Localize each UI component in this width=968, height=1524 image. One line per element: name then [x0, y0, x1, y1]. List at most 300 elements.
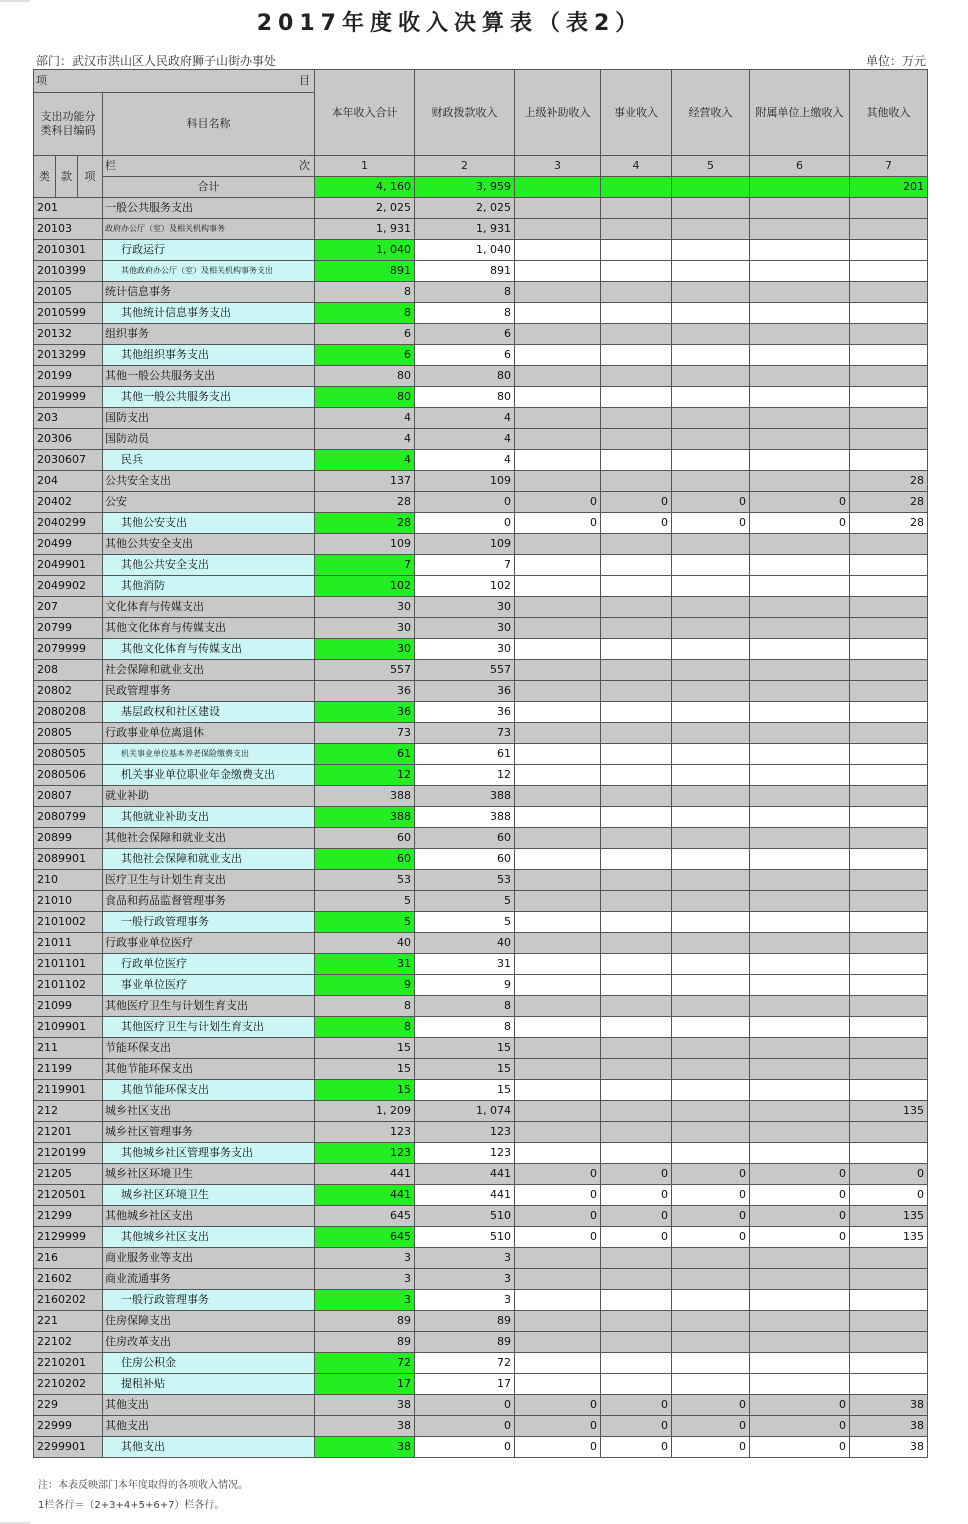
row-value-col5	[672, 240, 750, 261]
table-row	[34, 597, 928, 618]
row-value-col5	[672, 450, 750, 471]
row-value-col6	[750, 828, 850, 849]
row-value-col5	[672, 1332, 750, 1353]
row-value-col5: 0	[672, 1437, 750, 1458]
row-value-col3	[515, 912, 601, 933]
table-row	[34, 618, 928, 639]
row-value-col7	[850, 807, 928, 828]
row-value-col1: 4	[315, 429, 415, 450]
row-subject-name: 公安	[103, 492, 315, 513]
row-value-col2: 12	[415, 765, 515, 786]
row-value-col4	[601, 1374, 672, 1395]
row-code: 20199	[34, 366, 103, 387]
row-value-col6	[750, 1059, 850, 1080]
row-value-col6	[750, 282, 850, 303]
row-value-col7	[850, 1080, 928, 1101]
col-number-4: 4	[601, 156, 672, 177]
row-value-col6: 0	[750, 1164, 850, 1185]
table-row	[34, 996, 928, 1017]
row-value-col5	[672, 1017, 750, 1038]
row-value-col7	[850, 387, 928, 408]
row-value-col5	[672, 555, 750, 576]
row-subject-name: 商业流通事务	[103, 1269, 315, 1290]
row-value-col2: 60	[415, 849, 515, 870]
table-row	[34, 345, 928, 366]
col-number-5: 5	[672, 156, 750, 177]
table-row	[34, 1059, 928, 1080]
row-code: 2089901	[34, 849, 103, 870]
row-value-col1: 7	[315, 555, 415, 576]
row-value-col2: 109	[415, 534, 515, 555]
row-value-col4	[601, 1038, 672, 1059]
row-value-col5	[672, 1038, 750, 1059]
table-row	[34, 849, 928, 870]
row-code: 2101101	[34, 954, 103, 975]
row-code: 212	[34, 1101, 103, 1122]
row-value-col4	[601, 618, 672, 639]
row-subject-name: 食品和药品监督管理事务	[103, 891, 315, 912]
row-code: 2120199	[34, 1143, 103, 1164]
row-value-col6	[750, 345, 850, 366]
row-value-col4	[601, 681, 672, 702]
header-subject-name: 科目名称	[103, 93, 315, 156]
row-value-col1: 441	[315, 1185, 415, 1206]
row-value-col5	[672, 1080, 750, 1101]
row-value-col5: 0	[672, 1416, 750, 1437]
row-value-col6	[750, 1038, 850, 1059]
table-row	[34, 1353, 928, 1374]
row-value-col1: 60	[315, 849, 415, 870]
row-value-col4	[601, 1269, 672, 1290]
row-value-col4: 0	[601, 1416, 672, 1437]
row-value-col4: 0	[601, 513, 672, 534]
row-code: 2119901	[34, 1080, 103, 1101]
row-value-col5	[672, 996, 750, 1017]
col-header-7: 其他收入	[850, 70, 928, 156]
row-value-col4	[601, 639, 672, 660]
row-value-col5	[672, 597, 750, 618]
row-code: 2019999	[34, 387, 103, 408]
row-value-col5	[672, 345, 750, 366]
row-value-col6	[750, 1122, 850, 1143]
row-value-col6	[750, 1374, 850, 1395]
row-value-col5: 0	[672, 492, 750, 513]
row-value-col6	[750, 891, 850, 912]
row-value-col2: 510	[415, 1227, 515, 1248]
row-value-col2: 1, 040	[415, 240, 515, 261]
row-value-col7	[850, 660, 928, 681]
row-value-col7	[850, 429, 928, 450]
row-value-col4	[601, 597, 672, 618]
row-subject-name: 基层政权和社区建设	[103, 702, 315, 723]
row-subject-name: 一般公共服务支出	[103, 198, 315, 219]
row-value-col4	[601, 849, 672, 870]
row-value-col1: 60	[315, 828, 415, 849]
row-subject-name: 其他支出	[103, 1437, 315, 1458]
row-value-col2: 109	[415, 471, 515, 492]
row-value-col3	[515, 723, 601, 744]
table-row	[34, 1080, 928, 1101]
row-value-col4	[601, 450, 672, 471]
row-code: 211	[34, 1038, 103, 1059]
row-value-col7	[850, 534, 928, 555]
row-value-col5: 0	[672, 1206, 750, 1227]
row-code: 20805	[34, 723, 103, 744]
row-value-col4: 0	[601, 1227, 672, 1248]
row-value-col4	[601, 807, 672, 828]
row-value-col4	[601, 723, 672, 744]
row-code: 20802	[34, 681, 103, 702]
row-value-col2: 17	[415, 1374, 515, 1395]
row-value-col6: 0	[750, 1437, 850, 1458]
row-value-col3	[515, 198, 601, 219]
col-header-6: 附属单位上缴收入	[750, 70, 850, 156]
row-value-col3	[515, 576, 601, 597]
row-value-col7: 28	[850, 471, 928, 492]
row-value-col2: 9	[415, 975, 515, 996]
row-subject-name: 社会保障和就业支出	[103, 660, 315, 681]
table-row	[34, 702, 928, 723]
table-row	[34, 1164, 928, 1185]
row-value-col2: 60	[415, 828, 515, 849]
row-value-col7	[850, 1059, 928, 1080]
row-value-col2: 15	[415, 1038, 515, 1059]
table-row	[34, 1122, 928, 1143]
row-value-col6	[750, 744, 850, 765]
row-value-col2: 1, 931	[415, 219, 515, 240]
row-value-col2: 123	[415, 1122, 515, 1143]
row-value-col1: 645	[315, 1227, 415, 1248]
row-value-col1: 72	[315, 1353, 415, 1374]
row-value-col6	[750, 639, 850, 660]
row-code: 2080799	[34, 807, 103, 828]
row-value-col2: 102	[415, 576, 515, 597]
row-value-col4	[601, 324, 672, 345]
row-value-col4	[601, 387, 672, 408]
row-value-col2: 89	[415, 1311, 515, 1332]
row-subject-name: 住房保障支出	[103, 1311, 315, 1332]
row-subject-name: 其他支出	[103, 1416, 315, 1437]
row-code: 21299	[34, 1206, 103, 1227]
row-value-col4: 0	[601, 1185, 672, 1206]
row-value-col6: 0	[750, 1416, 850, 1437]
table-row	[34, 660, 928, 681]
header-lan-ci	[103, 156, 315, 177]
row-value-col4	[601, 1143, 672, 1164]
row-code: 22102	[34, 1332, 103, 1353]
header-ci: 次	[299, 159, 310, 172]
table-row	[34, 1437, 928, 1458]
row-value-col3: 0	[515, 1227, 601, 1248]
col-number-1: 1	[315, 156, 415, 177]
row-value-col7	[850, 1290, 928, 1311]
row-value-col1: 102	[315, 576, 415, 597]
row-code: 2030607	[34, 450, 103, 471]
row-value-col6	[750, 681, 850, 702]
row-value-col1: 31	[315, 954, 415, 975]
row-value-col7	[850, 219, 928, 240]
row-subject-name: 城乡社区环境卫生	[103, 1164, 315, 1185]
row-value-col3	[515, 597, 601, 618]
row-value-col4: 0	[601, 1164, 672, 1185]
row-code: 2080208	[34, 702, 103, 723]
row-value-col4	[601, 240, 672, 261]
row-code: 2049901	[34, 555, 103, 576]
row-value-col3: 0	[515, 1164, 601, 1185]
row-value-col6	[750, 660, 850, 681]
row-subject-name: 其他文化体育与传媒支出	[103, 618, 315, 639]
row-value-col2: 8	[415, 282, 515, 303]
row-value-col1: 73	[315, 723, 415, 744]
row-value-col3	[515, 1038, 601, 1059]
table-row	[34, 723, 928, 744]
row-code: 201	[34, 198, 103, 219]
row-code: 2129999	[34, 1227, 103, 1248]
table-row	[34, 303, 928, 324]
header-xiang-level: 项	[78, 156, 103, 198]
row-value-col5	[672, 618, 750, 639]
table-row	[34, 1395, 928, 1416]
row-value-col3	[515, 1059, 601, 1080]
row-value-col7	[850, 198, 928, 219]
row-subject-name: 行政运行	[103, 240, 315, 261]
table-row	[34, 681, 928, 702]
row-subject-name: 其他医疗卫生与计划生育支出	[103, 1017, 315, 1038]
row-value-col3	[515, 282, 601, 303]
row-value-col1: 30	[315, 618, 415, 639]
row-value-col5	[672, 828, 750, 849]
row-value-col7: 135	[850, 1101, 928, 1122]
note-line-1: 注：本表反映部门本年度取得的各项收入情况。	[38, 1480, 248, 1491]
row-value-col6	[750, 1311, 850, 1332]
row-value-col6	[750, 975, 850, 996]
row-value-col6: 0	[750, 1395, 850, 1416]
row-value-col3	[515, 555, 601, 576]
row-value-col7	[850, 744, 928, 765]
row-value-col3: 0	[515, 1395, 601, 1416]
row-value-col1: 6	[315, 324, 415, 345]
row-value-col7	[850, 282, 928, 303]
row-value-col6	[750, 534, 850, 555]
row-value-col1: 388	[315, 807, 415, 828]
row-code: 2101102	[34, 975, 103, 996]
row-value-col1: 2, 025	[315, 198, 415, 219]
row-value-col7	[850, 765, 928, 786]
note-line-2: 1栏各行＝（2+3+4+5+6+7）栏各行。	[38, 1500, 225, 1511]
row-value-col3	[515, 933, 601, 954]
row-value-col5	[672, 870, 750, 891]
row-value-col3	[515, 219, 601, 240]
row-value-col6	[750, 219, 850, 240]
row-value-col4	[601, 345, 672, 366]
row-value-col3	[515, 828, 601, 849]
row-value-col3	[515, 891, 601, 912]
table-row	[34, 891, 928, 912]
row-value-col2: 5	[415, 891, 515, 912]
row-subject-name: 城乡社区支出	[103, 1101, 315, 1122]
row-value-col3	[515, 1353, 601, 1374]
row-value-col2: 0	[415, 492, 515, 513]
table-row	[34, 870, 928, 891]
row-value-col6	[750, 408, 850, 429]
col-number-6: 6	[750, 156, 850, 177]
row-value-col6	[750, 387, 850, 408]
row-value-col7	[850, 408, 928, 429]
row-code: 2080506	[34, 765, 103, 786]
row-value-col7	[850, 870, 928, 891]
row-value-col7	[850, 576, 928, 597]
row-value-col2: 6	[415, 324, 515, 345]
row-value-col2: 0	[415, 513, 515, 534]
row-value-col1: 1, 931	[315, 219, 415, 240]
row-value-col2: 2, 025	[415, 198, 515, 219]
total-row	[34, 177, 928, 198]
row-value-col3	[515, 324, 601, 345]
row-value-col6	[750, 765, 850, 786]
row-value-col2: 30	[415, 639, 515, 660]
row-value-col4	[601, 1017, 672, 1038]
row-subject-name: 其他城乡社区管理事务支出	[103, 1143, 315, 1164]
row-value-col5	[672, 912, 750, 933]
row-value-col1: 1, 040	[315, 240, 415, 261]
row-subject-name: 文化体育与传媒支出	[103, 597, 315, 618]
row-value-col7	[850, 702, 928, 723]
row-value-col3	[515, 366, 601, 387]
row-value-col4	[601, 366, 672, 387]
row-value-col1: 5	[315, 912, 415, 933]
row-value-col7	[850, 1353, 928, 1374]
row-value-col3	[515, 387, 601, 408]
row-value-col7: 135	[850, 1227, 928, 1248]
row-value-col1: 8	[315, 1017, 415, 1038]
row-value-col7: 0	[850, 1164, 928, 1185]
row-code: 21602	[34, 1269, 103, 1290]
row-value-col3	[515, 1248, 601, 1269]
table-row	[34, 765, 928, 786]
row-value-col1: 38	[315, 1437, 415, 1458]
row-value-col4	[601, 1080, 672, 1101]
row-value-col6	[750, 429, 850, 450]
row-value-col7	[850, 366, 928, 387]
row-value-col6	[750, 723, 850, 744]
row-value-col6	[750, 597, 850, 618]
row-value-col7	[850, 555, 928, 576]
row-code: 20899	[34, 828, 103, 849]
page-title: 2017年度收入决算表（表2）	[256, 11, 644, 36]
row-value-col5	[672, 1248, 750, 1269]
row-value-col6	[750, 471, 850, 492]
row-value-col4	[601, 933, 672, 954]
row-value-col3	[515, 1101, 601, 1122]
row-subject-name: 其他社会保障和就业支出	[103, 828, 315, 849]
row-value-col2: 557	[415, 660, 515, 681]
row-subject-name: 住房改革支出	[103, 1332, 315, 1353]
row-value-col7	[850, 639, 928, 660]
row-code: 2210202	[34, 1374, 103, 1395]
row-code: 216	[34, 1248, 103, 1269]
row-value-col7	[850, 996, 928, 1017]
row-subject-name: 政府办公厅（室）及相关机构事务	[103, 219, 315, 240]
row-value-col3: 0	[515, 1437, 601, 1458]
row-value-col1: 30	[315, 639, 415, 660]
row-value-col4	[601, 429, 672, 450]
row-value-col3	[515, 975, 601, 996]
row-value-col3	[515, 1311, 601, 1332]
table-row	[34, 1206, 928, 1227]
row-value-col1: 53	[315, 870, 415, 891]
row-value-col4	[601, 1311, 672, 1332]
row-value-col2: 36	[415, 702, 515, 723]
row-code: 21199	[34, 1059, 103, 1080]
row-value-col6	[750, 702, 850, 723]
row-subject-name: 其他一般公共服务支出	[103, 366, 315, 387]
row-value-col1: 8	[315, 282, 415, 303]
table-row	[34, 513, 928, 534]
table-row	[34, 639, 928, 660]
row-value-col6	[750, 576, 850, 597]
row-value-col2: 8	[415, 996, 515, 1017]
row-code: 203	[34, 408, 103, 429]
table-row	[34, 975, 928, 996]
row-value-col6: 0	[750, 1185, 850, 1206]
table-row	[34, 933, 928, 954]
row-value-col5	[672, 387, 750, 408]
row-code: 221	[34, 1311, 103, 1332]
row-code: 20799	[34, 618, 103, 639]
row-value-col6	[750, 1017, 850, 1038]
department-label: 部门：武汉市洪山区人民政府狮子山街办事处	[36, 54, 277, 68]
row-code: 208	[34, 660, 103, 681]
row-code: 2040299	[34, 513, 103, 534]
row-value-col3	[515, 345, 601, 366]
row-value-col3	[515, 534, 601, 555]
table-row	[34, 1101, 928, 1122]
row-code: 20499	[34, 534, 103, 555]
row-value-col6	[750, 1332, 850, 1353]
row-code: 210	[34, 870, 103, 891]
row-value-col1: 9	[315, 975, 415, 996]
table-row	[34, 786, 928, 807]
row-value-col4	[601, 954, 672, 975]
table-row	[34, 366, 928, 387]
row-value-col2: 80	[415, 366, 515, 387]
row-value-col6	[750, 954, 850, 975]
row-value-col3	[515, 639, 601, 660]
row-value-col6	[750, 198, 850, 219]
row-code: 2010599	[34, 303, 103, 324]
row-value-col4	[601, 912, 672, 933]
table-row	[34, 429, 928, 450]
row-value-col4	[601, 282, 672, 303]
table-row	[34, 492, 928, 513]
row-value-col2: 891	[415, 261, 515, 282]
row-value-col3	[515, 765, 601, 786]
row-value-col4	[601, 1059, 672, 1080]
row-value-col6	[750, 1353, 850, 1374]
row-value-col1: 61	[315, 744, 415, 765]
row-value-col5	[672, 1143, 750, 1164]
row-value-col6	[750, 240, 850, 261]
row-value-col7	[850, 1038, 928, 1059]
col-header-1: 本年收入合计	[315, 70, 415, 156]
total-cell	[601, 177, 672, 198]
row-value-col2: 0	[415, 1416, 515, 1437]
row-value-col1: 8	[315, 303, 415, 324]
table-row	[34, 387, 928, 408]
row-value-col7	[850, 1269, 928, 1290]
row-value-col5: 0	[672, 1185, 750, 1206]
row-value-col2: 80	[415, 387, 515, 408]
